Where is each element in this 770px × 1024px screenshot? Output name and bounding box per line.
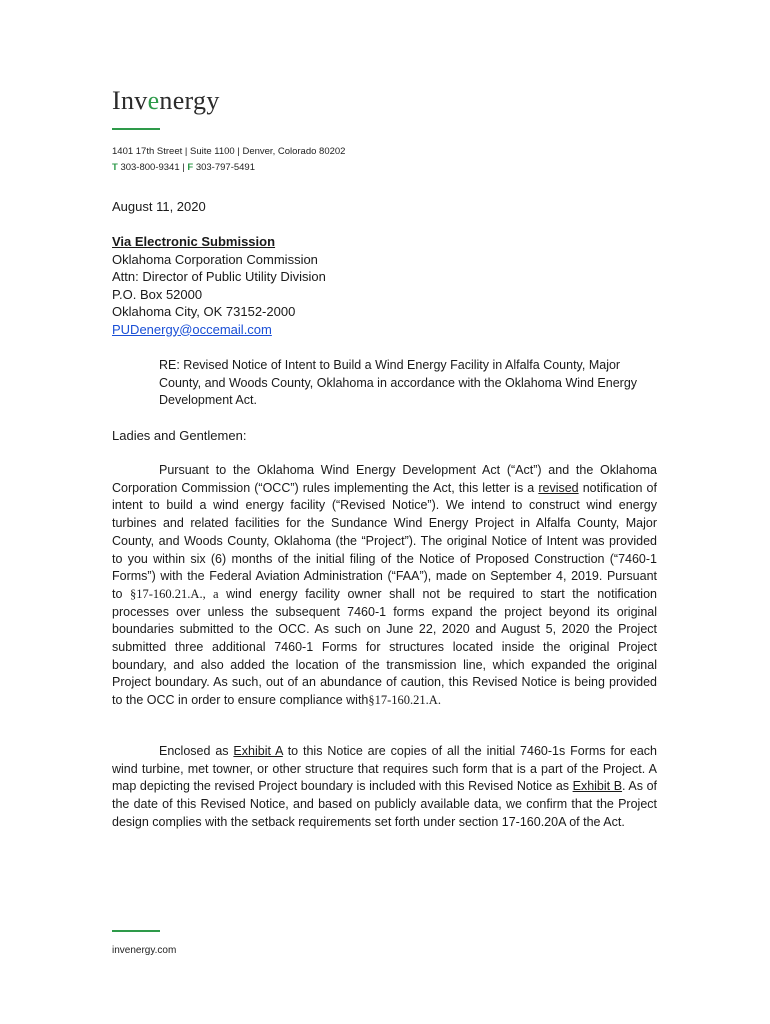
recipient-email-link[interactable]: PUDenergy@occemail.com bbox=[112, 321, 272, 337]
letter-date: August 11, 2020 bbox=[112, 199, 206, 214]
paragraph-text: wind energy facility owner shall not be required to start the notification processes over unless the subsequent 7460-1 forms expand the project beyond its original boundaries submitted to the OCC. As such on June 22, 2020 and August 5, 2020 the Project submitted three additional 7460-1 Forms for structures located inside the original Project boundary, and also added the location of the transmission line, which expanded the original Project boundary. As such, out of an abundance of caution, this Revised Notice is being provided to the OCC in order to ensure compliance with bbox=[112, 586, 657, 708]
paragraph-text: notification of intent to build a wind energy facility (“Revised Notice”). We intend to construct wind energy turbines and related facilities for the Sundance Wind Energy Project in Alfalfa County, Major County, and Woods County, Oklahoma (the “Project”). The original Notice of Intent was provided to you within six (6) months of the initial filing of the Notice of Proposed Construction (“7460-1 Forms”) with the Federal Aviation Administration (“FAA”), made on September 4, 2019. Pursuant to bbox=[112, 480, 657, 601]
fax-number: 303-797-5491 bbox=[193, 162, 255, 173]
recipient-line: Oklahoma Corporation Commission bbox=[112, 251, 318, 267]
company-contact bbox=[112, 162, 255, 173]
underlined-term: revised bbox=[538, 480, 579, 495]
footer-divider bbox=[112, 930, 160, 932]
body-paragraph-2 bbox=[112, 743, 657, 832]
recipient-line: P.O. Box 52000 bbox=[112, 286, 203, 302]
logo-text-accent: e bbox=[147, 86, 160, 115]
paragraph-text: . As of the date of this Revised Notice, and based on publicly available data, we confirm that the Project design complies with the setback requirements set forth under section 17-160.20A of the Act. bbox=[112, 779, 657, 829]
statute-citation: §17-160.21.A., a bbox=[130, 586, 219, 601]
subject-line: RE: Revised Notice of Intent to Build a Wind Energy Facility in Alfalfa County, Major County, and Woods County, Oklahoma in accordance with the Oklahoma Wind Energy Development Act. bbox=[159, 358, 638, 407]
statute-citation: §17-160.21.A. bbox=[368, 693, 441, 708]
fax-label: F bbox=[187, 162, 194, 173]
recipient-line: Attn: Director of Public Utility Division bbox=[112, 269, 326, 284]
company-address: 1401 17th Street | Suite 1100 | Denver, Colorado 80202 bbox=[112, 146, 346, 157]
recipient-line: Oklahoma City, OK 73152-2000 bbox=[112, 304, 296, 319]
phone-label: T bbox=[112, 162, 118, 173]
paragraph-text: Enclosed as bbox=[159, 744, 234, 758]
body-paragraph-1 bbox=[112, 462, 657, 710]
delivery-method: Via Electronic Submission bbox=[112, 234, 276, 249]
paragraph-text: to this Notice are copies of all the initial 7460-1s Forms for each wind turbine, met towner, or other structure that requires such form that is a part of the Project. A map depicting the revised Project boundary is included with this Revised Notice as bbox=[112, 744, 657, 794]
logo-text-end: nergy bbox=[159, 86, 220, 115]
exhibit-a-reference: Exhibit A bbox=[233, 744, 283, 758]
recipient-block bbox=[112, 233, 326, 338]
paragraph-text: Pursuant to the Oklahoma Wind Energy Development Act (“Act”) and the Oklahoma Corporation Commission (“OCC”) rules implementing the Act, this letter is a bbox=[112, 463, 657, 495]
logo-text-start: Inv bbox=[112, 86, 148, 115]
exhibit-b-reference: Exhibit B bbox=[572, 779, 623, 794]
footer-website: invenergy.com bbox=[112, 945, 177, 956]
salutation: Ladies and Gentlemen: bbox=[112, 428, 247, 443]
header-divider bbox=[112, 128, 160, 130]
phone-number: 303-800-9341 | bbox=[117, 162, 188, 173]
invenergy-logo bbox=[112, 86, 220, 116]
